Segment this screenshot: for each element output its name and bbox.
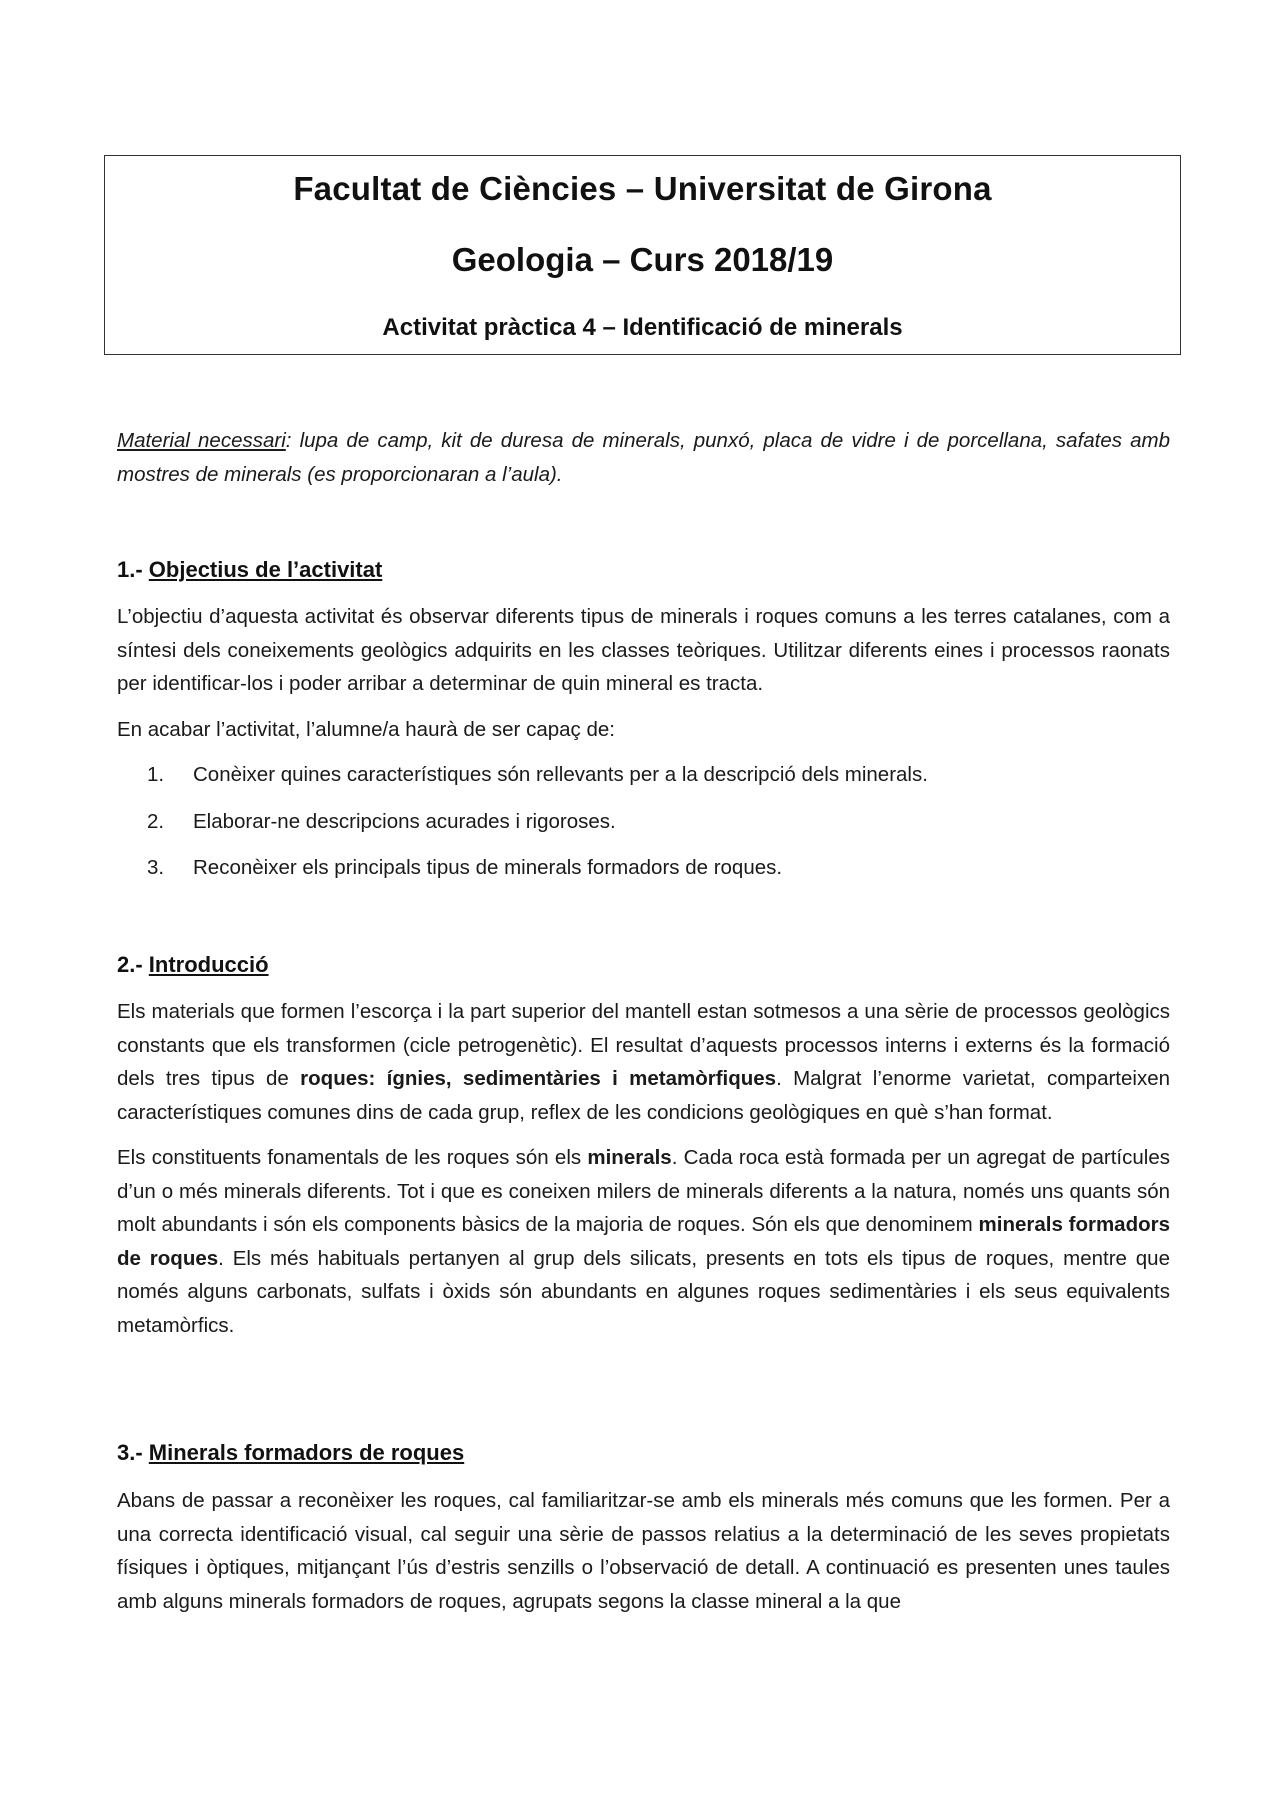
section-1-paragraph-2: En acabar l’activitat, l’alumne/a haurà de ser capaç de:: [117, 717, 615, 741]
text-run: Els materials que formen l’escorça i la part superior del mantell estan sotmesos a una sèrie de processos geològics constants que els transformen (cicle petrogenètic). El resultat d’aquests processos interns i externs és la formació dels tres tipus de: [117, 1000, 1170, 1090]
section-1-paragraph-1: L’objectiu d’aquesta activitat és observar diferents tipus de minerals i roques comuns a les terres catalanes, com a síntesi dels coneixements geològics adquirits en les classes teòriques. Utilitzar diferents eines i processos raonats per identificar-los i poder arribar a determinar de quin mineral es tracta.: [117, 605, 1170, 695]
list-item: [117, 851, 1170, 885]
faculty-title: Facultat de Ciències – Universitat de Girona: [293, 170, 992, 207]
section-2-heading: [117, 952, 269, 978]
list-item-number: 3.: [147, 856, 165, 879]
list-item-text: Conèixer quines característiques són rellevants per a la descripció dels minerals.: [193, 763, 928, 786]
activity-title: Activitat pràctica 4 – Identificació de minerals: [382, 314, 903, 341]
section-2-paragraph-2: [117, 1141, 1170, 1342]
section-3-number: 3.-: [117, 1440, 149, 1465]
bold-run: minerals: [587, 1146, 672, 1169]
bold-run: minerals formadors de roques: [117, 1213, 1171, 1270]
section-3-paragraph-1: Abans de passar a reconèixer les roques, cal familiaritzar-se amb els minerals més comuns que les formen. Per a una correcta identificació visual, cal seguir una sèrie de passos relatius a la determinació de les seves propietats físiques i òptiques, mitjançant l’ús d’estris senzills o l’observació de detall. A continuació es presenten unes taules amb alguns minerals formadors de roques, agrupats segons la classe mineral a la que: [117, 1489, 1170, 1613]
text-run: Els constituents fonamentals de les roques són els: [117, 1146, 588, 1169]
text-run: . Malgrat l’enorme varietat, comparteixen característiques comunes dins de cada grup, reflex de les condicions geològiques en què s’han format.: [117, 1067, 1171, 1124]
material-label: Material necessari: [117, 429, 286, 452]
section-2-body: [117, 995, 1170, 1354]
material-paragraph: [117, 424, 1170, 491]
list-item-number: 1.: [147, 763, 165, 786]
text-run: . Cada roca està formada per un agregat de partícules d’un o més minerals diferents. Tot i que es coneixen milers de minerals diferents a la natura, només uns quants són molt abundants i són els components bàsics de la majoria de roques. Són els que denominem: [117, 1146, 1170, 1236]
title-box: [104, 155, 1181, 355]
material-text: : lupa de camp, kit de duresa de minerals, punxó, placa de vidre i de porcellana, safates amb mostres de minerals (es proporcionaran a l’aula).: [117, 429, 1171, 486]
text-run: . Els més habituals pertanyen al grup dels silicats, presents en tots els tipus de roques, mentre que només alguns carbonats, sulfats i òxids són abundants en algunes roques sedimentàries i els seus equivalents metamòrfics.: [117, 1246, 1170, 1337]
bold-run: roques: ígnies, sedimentàries i metamòrfiques: [300, 1067, 777, 1090]
section-3-body: [117, 1484, 1170, 1630]
course-title: Geologia – Curs 2018/19: [451, 241, 834, 278]
list-item-text: Elaborar-ne descripcions acurades i rigoroses.: [193, 809, 616, 833]
section-2-number: 2.-: [117, 952, 149, 977]
section-2-paragraph-1: [117, 995, 1170, 1129]
list-item-text: Reconèixer els principals tipus de minerals formadors de roques.: [193, 856, 783, 879]
list-item: [117, 758, 1170, 792]
section-1-title: Objectius de l’activitat: [148, 557, 383, 582]
section-1-body: [117, 600, 1170, 898]
section-1-number: 1.-: [117, 557, 149, 582]
list-item: [117, 805, 1170, 839]
list-item-number: 2.: [147, 809, 165, 833]
section-1-heading: [117, 557, 382, 583]
objectives-list: [117, 758, 1170, 885]
section-2-title: Introducció: [148, 952, 269, 977]
section-3-heading: [117, 1440, 464, 1466]
section-3-title: Minerals formadors de roques: [148, 1440, 465, 1465]
